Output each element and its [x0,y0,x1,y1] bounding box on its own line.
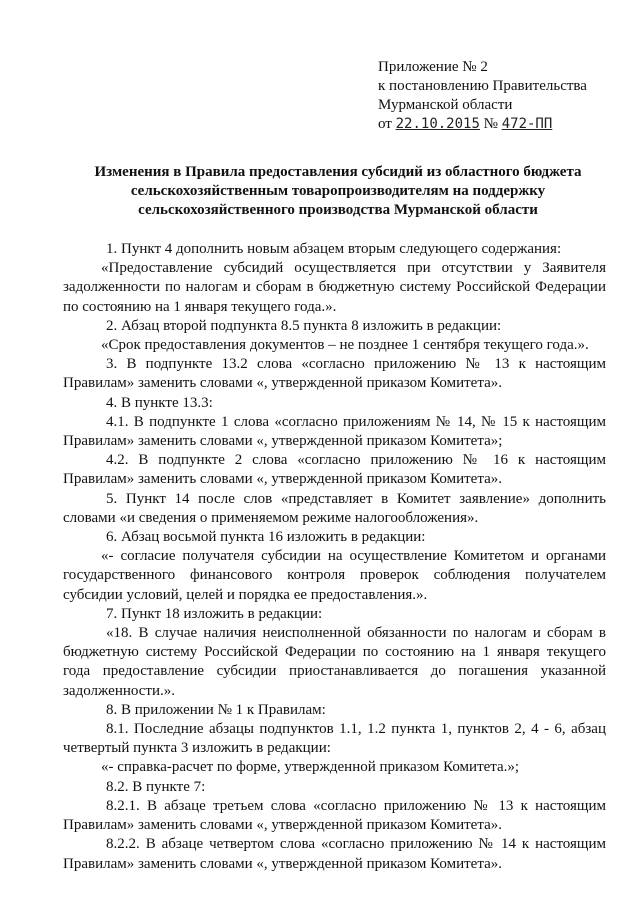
paragraph-11: «- согласие получателя субсидии на осуществление Комитетом и органами государственного финансового контроля проверок соблюдения получателем субсидии условий, целей и порядка ее предоставления.». [63,548,606,603]
paragraph-15: 8.1. Последние абзацы подпунктов 1.1, 1.2 пункта 1, пунктов 2, 4 - 6, абзац четвертый пункта 3 изложить в редакции: [63,721,606,757]
number-sign: № [483,116,498,132]
paragraph-2: «Предоставление субсидий осуществляется при отсутствии у Заявителя задолженности по налогам и сборам в бюджетную систему Российской Федерации по состоянию на 1 января текущего года.». [63,260,606,315]
paragraph-4: «Срок предоставления документов – не позднее 1 сентября текущего года.». [101,337,589,354]
paragraph-6: 4. В пункте 13.3: [106,394,213,411]
paragraph-18: 8.2.1. В абзаце третьем слова «согласно приложению № 13 к настоящим Правилам» заменить словами «, утвержденной приказом Комитета». [63,797,606,834]
date-prefix: от [378,116,392,132]
appendix-date-line [378,115,608,134]
paragraph-13: «18. В случае наличия неисполненной обязанности по налогам и сборам в бюджетную систему Российской Федерации по состоянию на 1 января текущего года предоставление субсидии приостанавливается до погашения указанной задолженности.». [63,625,606,699]
appendix-line-3: Мурманской области [378,97,513,113]
paragraph-8: 4.2. В подпункте 2 слова «согласно приложению № 16 к настоящим Правилам» заменить словами «, утвержденной приказом Комитета». [63,452,606,488]
paragraph-1: 1. Пункт 4 дополнить новым абзацем вторым следующего содержания: [106,241,562,257]
paragraph-3: 2. Абзац второй подпункта 8.5 пункта 8 изложить в редакции: [106,317,502,334]
paragraph-7: 4.1. В подпункте 1 слова «согласно приложениям № 14, № 15 к настоящим Правилам» заменить словами «, утвержденной приказом Комитета»; [63,413,606,450]
paragraph-19: 8.2.2. В абзаце четвертом слова «согласно приложению № 14 к настоящим Правилам» заменить словами «, утвержденной приказом Комитета». [63,836,606,872]
paragraph-17: 8.2. В пункте 7: [106,778,206,795]
title-line-2: сельскохозяйственным товаропроизводителям на поддержку [130,183,546,199]
paragraph-14: 8. В приложении № 1 к Правилам: [106,701,326,718]
document-body [63,240,606,874]
appendix-line-2: к постановлению Правительства [378,78,587,94]
appendix-header [378,58,608,134]
title-line-1: Изменения в Правила предоставления субсидий из областного бюджета [94,164,582,180]
paragraph-9: 5. Пункт 14 после слов «представляет в Комитет заявление» дополнить словами «и сведения о применяемом режиме налогообложения». [63,490,606,526]
appendix-line-1: Приложение № 2 [378,59,488,75]
paragraph-16: «- справка-расчет по форме, утвержденной приказом Комитета.»; [101,759,520,776]
paragraph-12: 7. Пункт 18 изложить в редакции: [106,605,323,622]
document-title [70,163,606,220]
handwritten-number: 472-ПП [501,116,553,132]
paragraph-5: 3. В подпункте 13.2 слова «согласно приложению № 13 к настоящим Правилам» заменить словами «, утвержденной приказом Комитета». [63,356,606,392]
title-line-3: сельскохозяйственного производства Мурманской области [138,202,538,218]
handwritten-date: 22.10.2015 [395,116,480,132]
paragraph-10: 6. Абзац восьмой пункта 16 изложить в редакции: [106,529,426,546]
